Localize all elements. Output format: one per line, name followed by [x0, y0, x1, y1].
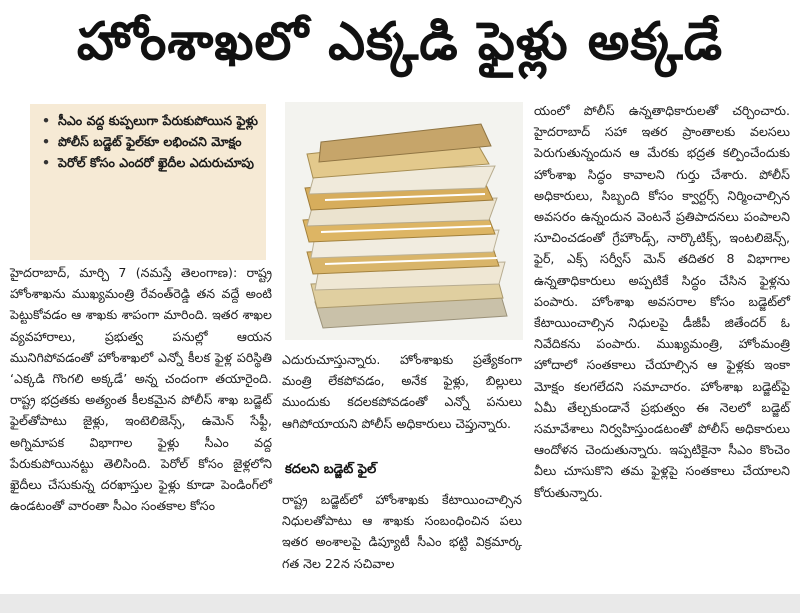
article-paragraph: హైదరాబాద్, మార్చి 7 (నమస్తే తెలంగాణ): రాష్ట్ర హోంశాఖను ముఖ్యమంత్రి రేవంత్‌రెడ్డి తన వద్దే అంటి పెట్టుకోవడం ఆ శాఖకు శాపంగా మారింది. ఇతర శాఖల వ్యవహారాలు, ప్రభుత్వ పనుల్లో ఆయన మునిగిపోవడంతో హోంశాఖలో ఎన్నో కీలక ఫైళ్ల పరిస్థితి ‘ఎక్కడి గొంగలి అక్కడే’ అన్న చందంగా తయారైంది. రాష్ట్ర భద్రతకు అత్యంత కీలకమైన పోలీస్ శాఖ బడ్జెట్ ఫైల్‌తోపాటు జైళ్లు, ఇంటెలిజెన్స్, ఉమెన్ సేఫ్టీ, అగ్నిమాపక విభాగాల ఫైళ్లు సీఎం వద్ద పేరుకుపోయినట్టు తెలిసింది. పెరోల్ కోసం జైళ్లలోని ఖైదీలు చేసుకున్న దరఖాస్తుల ఫైళ్లు కూడా పెండింగ్‌లో ఉండటంతో వారంతా సీఎం సంతకాల కోసం: [10, 265, 272, 514]
article-paragraph: రాష్ట్ర బడ్జెట్‌లో హోంశాఖకు కేటాయించాల్సిన నిధులతోపాటు ఆ శాఖకు సంబంధించిన పలు ఇతర అంశాలపై డిప్యూటీ సీఎం భట్టి విక్రమార్క గత నెల 22న సచివాల: [282, 492, 522, 571]
article-column-3: [534, 100, 790, 503]
summary-box: [30, 104, 266, 260]
article-column-2-continued: [282, 489, 522, 574]
article-column-1: [10, 262, 272, 516]
summary-bullet: • పోలీస్ బడ్జెట్ ఫైల్‌కూ లభించని మోక్షం: [42, 131, 258, 152]
article-paragraph: ఎదురుచూస్తున్నారు. హోంశాఖకు ప్రత్యేకంగా మంత్రి లేకపోవడం, అనేక ఫైళ్లు, బిల్లులు ముందుకు కదలకపోవడంతో ఎన్నో పనులు ఆగిపోయాయని పోలీస్ అధికారులు చెప్తున్నారు.: [282, 352, 522, 431]
subheading: కదలని బడ్జెట్ ఫైల్: [285, 462, 377, 477]
summary-bullet: • పెరోల్ కోసం ఎందరో ఖైదీల ఎదురుచూపు: [42, 152, 258, 173]
files-stack-photo: [285, 102, 523, 340]
files-stack-illustration: [285, 102, 523, 340]
article-column-2: [282, 349, 522, 434]
headline: హోంశాఖలో ఎక్కడి ఫైళ్లు అక్కడే: [76, 11, 724, 72]
article-paragraph: యంలో పోలీస్ ఉన్నతాధికారులతో చర్చించారు. హైదరాబాద్ సహా ఇతర ప్రాంతాలకు వలసలు పెరుగుతున్నందున ఆ మేరకు భద్రత కల్పించేందుకు హోంశాఖ సిద్ధం కావాలని గుర్తు చేశారు. పోలీస్ అధికారులు, సిబ్బంది కోసం క్వార్టర్స్ నిర్మించాల్సిన అవసరం ఉన్నందున వెంటనే ప్రతిపాదనలు పంపాలని సూచించడంతో గ్రేహౌండ్స్, నార్కొటిక్స్, ఇంటలిజెన్స్, ఫైర్, ఎక్స్ సర్వీస్ మెన్ తదితర 8 విభాగాల ఉన్నతాధికారులు అప్పటికే సిద్ధం చేసిన ఫైళ్లను పంపారు. హోంశాఖ అవసరాల కోసం బడ్జెట్‌లో కేటాయించాల్సిన నిధులపై డీజీపీ జితేందర్ ఓ నివేదికను పంపారు. ముఖ్యమంత్రి, హోంమంత్రి హోదాలో సంతకాలు చేయాల్సిన ఆ ఫైళ్లకు ఇంకా మోక్షం కలగలేదని సమాచారం. హోంశాఖ బడ్జెట్‌పై ఏమీ తేల్చకుండానే ప్రభుత్వం ఈ నెలలో బడ్జెట్ సమావేశాలు నిర్వహిస్తుండటంతో పోలీస్ అధికారులు ఆందోళన చెందుతున్నారు. ఇప్పటికైనా సీఎం కొంచెం వీలు చూసుకొని తమ ఫైళ్లపై సంతకాలు చేయాలని కోరుతున్నారు.: [534, 103, 790, 500]
summary-bullet: • సీఎం వద్ద కుప్పలుగా పేరుకుపోయిన ఫైళ్లు: [42, 110, 258, 131]
page-bottom-strip: [0, 594, 800, 613]
